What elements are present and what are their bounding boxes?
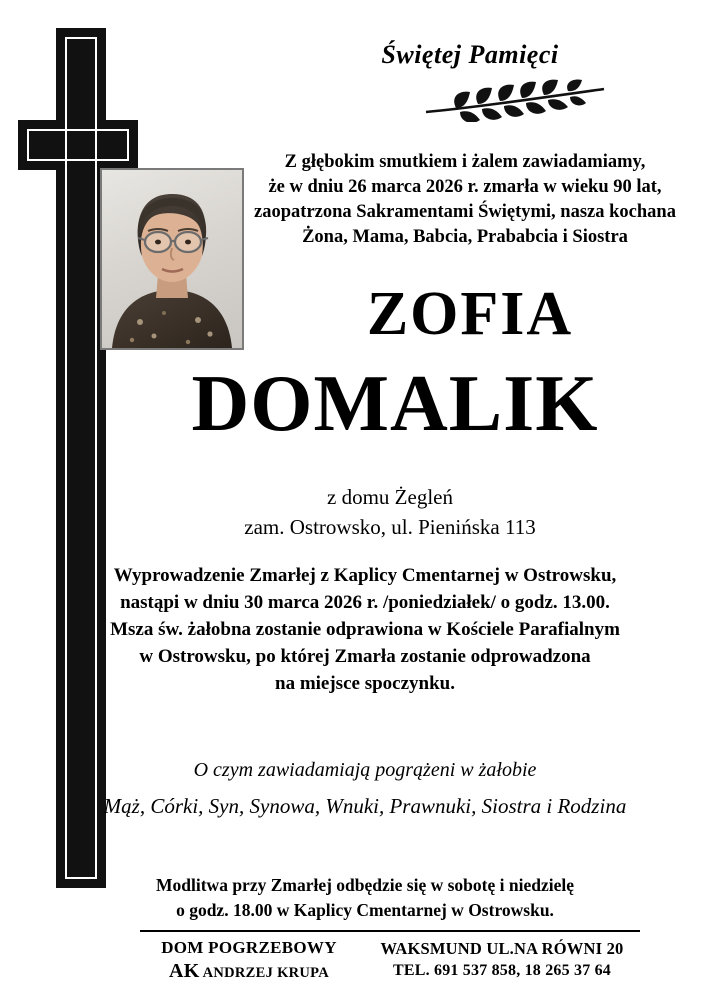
announcement-text [240, 150, 690, 250]
announcement-line: Z głębokim smutkiem i żalem zawiadamiamy, [284, 152, 646, 172]
funeral-home-footer [140, 930, 640, 986]
ceremony-line: nastąpi w dniu 30 marca 2026 r. /poniedziałek/ o godz. 13.00. [120, 592, 610, 613]
ceremony-line: na miejsce spoczynku. [275, 673, 455, 694]
funeral-home-contact [358, 939, 640, 980]
memorial-phrase: Świętej Pamięci [381, 40, 559, 69]
deceased-last-name: DOMALIK [191, 360, 599, 448]
ceremony-line: Wyprowadzenie Zmarłej z Kaplicy Cmentarnej w Ostrowsku, [113, 565, 617, 586]
ceremony-line: Msza św. żałobna zostanie odprawiona w Kościele Parafialnym [110, 619, 620, 640]
ceremony-details [80, 562, 650, 697]
funeral-home-owner-row [140, 960, 358, 983]
funeral-home-phone: TEL. 691 537 858, 18 265 37 64 [392, 961, 611, 979]
deceased-details [140, 482, 640, 542]
mourners-family: Mąż, Córki, Syn, Synowa, Wnuki, Prawnuki, Siostra i Rodzina [103, 794, 627, 818]
portrait-illustration [102, 170, 242, 348]
maiden-name: z domu Żegleń [327, 485, 453, 509]
announcement-line: że w dniu 26 marca 2026 r. zmarła w wieku 90 lat, [268, 177, 662, 197]
prayer-line: Modlitwa przy Zmarłej odbędzie się w sobotę i niedzielę [156, 875, 574, 895]
laurel-branch-icon [420, 78, 610, 122]
announcement-line: Żona, Mama, Babcia, Prababcia i Siostra [302, 227, 628, 247]
deceased-first-name: ZOFIA [366, 280, 574, 348]
mourners-intro: O czym zawiadamiają pogrążeni w żałobie [193, 759, 537, 781]
funeral-home-name: DOM POGRZEBOWY [161, 937, 337, 957]
funeral-home-address: WAKSMUND UL.NA RÓWNI 20 [380, 938, 624, 958]
cross-center [67, 131, 95, 159]
ak-monogram-icon: AK [168, 959, 200, 982]
prayer-line: o godz. 18.00 w Kaplicy Cmentarnej w Ostrowsku. [176, 900, 554, 920]
funeral-home-owner: ANDRZEJ KRUPA [202, 964, 330, 981]
mourners-block [80, 752, 650, 824]
portrait-photo [100, 168, 244, 350]
prayer-info [80, 873, 650, 923]
deceased-address: zam. Ostrowsko, ul. Pienińska 113 [244, 515, 536, 539]
announcement-line: zaopatrzona Sakramentami Świętymi, nasza kochana [254, 202, 676, 222]
ceremony-line: w Ostrowsku, po której Zmarła zostanie odprowadzona [139, 646, 591, 667]
funeral-home-brand [140, 936, 358, 983]
